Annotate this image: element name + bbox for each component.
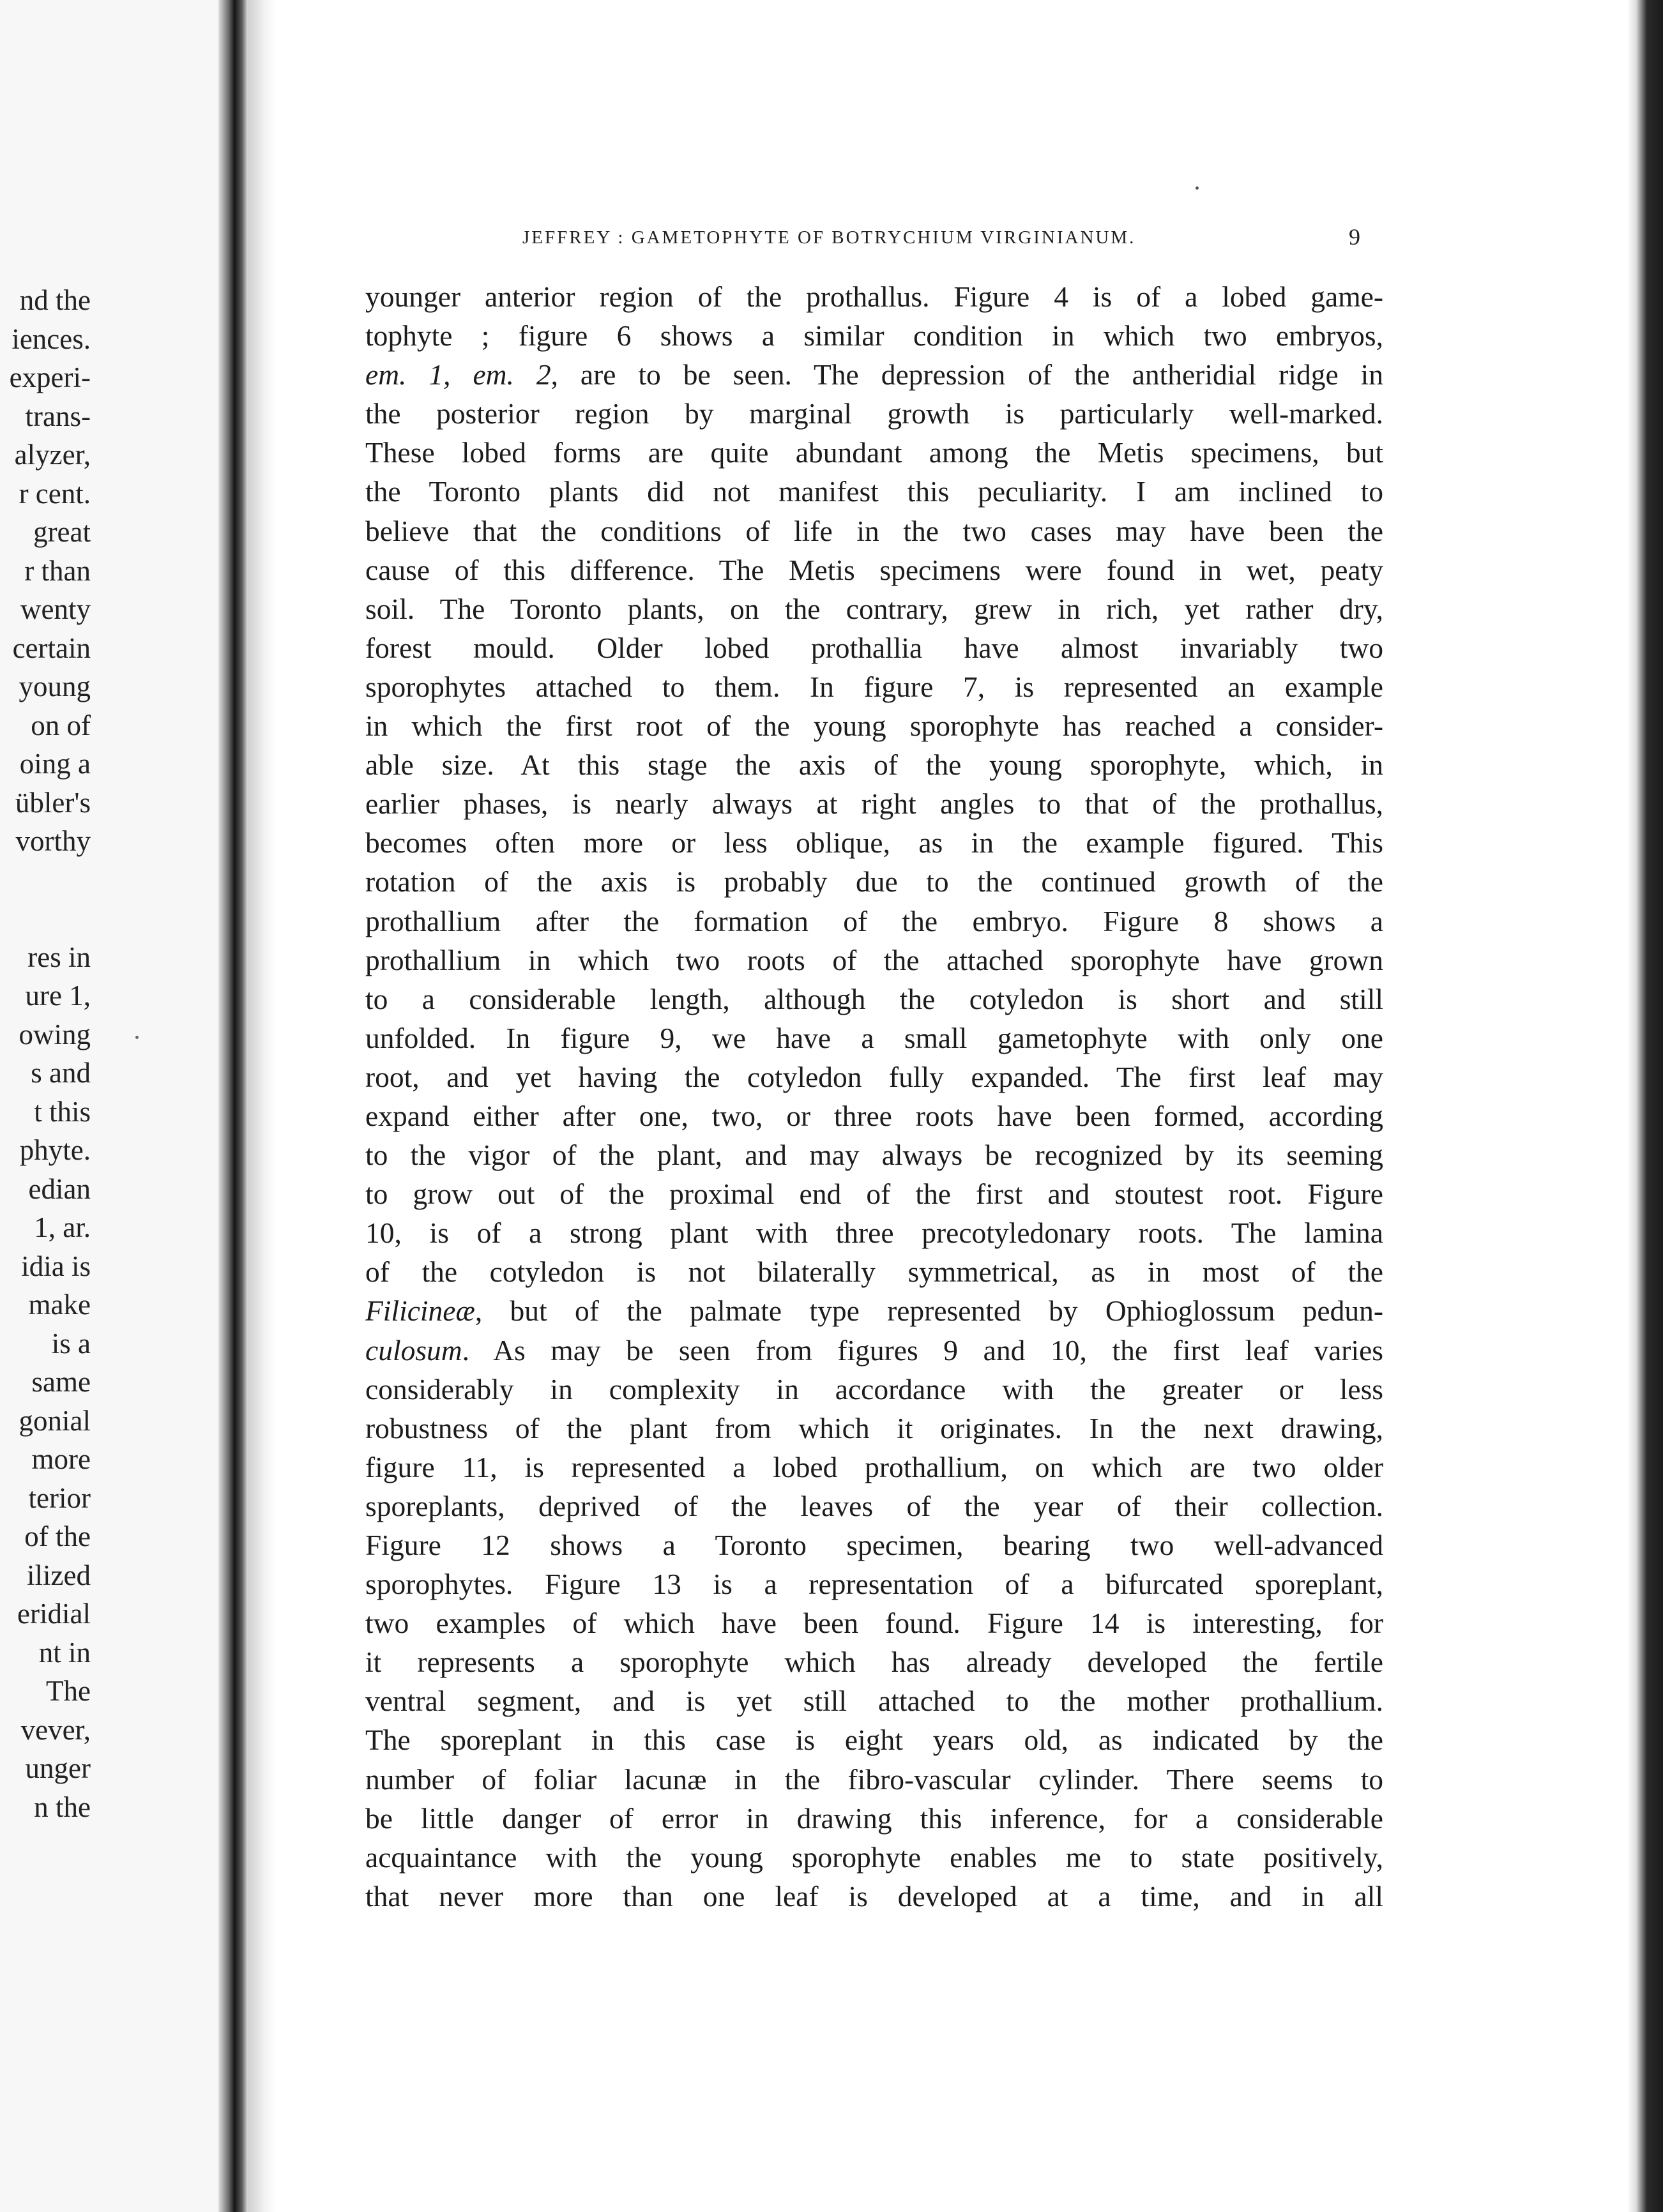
text-line: to the vigor of the plant, and may always be recognized by its seeming (365, 1139, 1383, 1172)
text-line: earlier phases, is nearly always at right angles to that of the prothallus, (365, 787, 1383, 821)
left-text-line: terior (28, 1481, 91, 1514)
left-text-line: ilized (27, 1559, 91, 1591)
text-line: expand either after one, two, or three roots have been formed, according (365, 1099, 1383, 1132)
left-text-line: trans- (25, 400, 91, 432)
text-line: sporophytes attached to them. In figure 7, is represented an example (365, 670, 1383, 703)
left-text-line: vorthy (15, 825, 91, 857)
text-line: figure 11, is represented a lobed prothallium, on which are two older (365, 1450, 1383, 1483)
left-text-line: res in (27, 941, 91, 973)
gutter-shadow (248, 0, 276, 2212)
left-text-line: wenty (20, 593, 91, 625)
left-text-line: eridial (17, 1598, 91, 1630)
text-line: sporophytes. Figure 13 is a representation of a bifurcated sporeplant, (365, 1568, 1383, 1601)
left-text-line: same (31, 1366, 91, 1398)
left-text-line: is a (51, 1327, 91, 1360)
left-text-line: s and (31, 1057, 91, 1089)
text-line: 10, is of a strong plant with three precotyledonary roots. The lamina (365, 1216, 1383, 1250)
left-text-line: r cent. (19, 477, 91, 510)
running-head: JEFFREY : GAMETOPHYTE OF BOTRYCHIUM VIRGINIANUM. (522, 227, 1136, 248)
page-number: 9 (1349, 224, 1360, 250)
text-line: soil. The Toronto plants, on the contrary, grew in rich, yet rather dry, (365, 592, 1383, 625)
text-line: sporeplants, deprived of the leaves of the year of their collection. (365, 1489, 1383, 1522)
text-line: becomes often more or less oblique, as in the example figured. This (365, 826, 1383, 860)
text-line: robustness of the plant from which it originates. In the next drawing, (365, 1411, 1383, 1444)
text-line: of the cotyledon is not bilaterally symmetrical, as in most of the (365, 1255, 1383, 1289)
left-text-line: iences. (11, 322, 91, 355)
text-line: The sporeplant in this case is eight years old, as indicated by the (365, 1723, 1383, 1757)
text-line: the Toronto plants did not manifest this peculiarity. I am inclined to (365, 475, 1383, 508)
page-edge (1627, 0, 1663, 2212)
left-text-line: on of (31, 709, 91, 741)
speck (135, 1036, 139, 1039)
left-text-line: of the (24, 1520, 91, 1552)
text-line: prothallium after the formation of the embryo. Figure 8 shows a (365, 904, 1383, 937)
left-text-line: n the (34, 1791, 91, 1823)
text-line: prothallium in which two roots of the attached sporophyte have grown (365, 943, 1383, 976)
text-line: number of foliar lacunæ in the fibro-vascular cylinder. There seems to (365, 1762, 1383, 1796)
text-line: in which the first root of the young sporophyte has reached a consider- (365, 709, 1383, 743)
left-text-line: The (46, 1675, 91, 1707)
text-line: rotation of the axis is probably due to the continued growth of the (365, 865, 1383, 898)
text-line: These lobed forms are quite abundant among the Metis specimens, but (365, 436, 1383, 469)
text-line: root, and yet having the cotyledon fully expanded. The first leaf may (365, 1060, 1383, 1093)
text-line: the posterior region by marginal growth is particularly well-marked. (365, 397, 1383, 430)
left-page-text (0, 281, 91, 1826)
left-text-line: unger (25, 1752, 91, 1784)
text-line: forest mould. Older lobed prothallia have almost invariably two (365, 631, 1383, 664)
left-text-line: make (28, 1289, 91, 1321)
text-line: that never more than one leaf is developed at a time, and in all (365, 1879, 1383, 1913)
text-line: acquaintance with the young sporophyte enables me to state positively, (365, 1840, 1383, 1874)
text-line: Filicineæ, but of the palmate type represented by Ophioglossum pedun- (365, 1294, 1383, 1328)
left-text-line: idia is (21, 1250, 91, 1282)
left-text-line: r than (24, 554, 91, 587)
left-text-line: nt in (38, 1636, 91, 1669)
body-text (365, 277, 1383, 1916)
left-text-line: great (33, 516, 91, 548)
left-text-line: alyzer, (14, 439, 91, 471)
left-text-line: übler's (15, 786, 91, 819)
left-text-line: phyte. (19, 1134, 91, 1166)
text-line: tophyte ; figure 6 shows a similar condition in which two embryos, (365, 319, 1383, 352)
text-line: Figure 12 shows a Toronto specimen, bearing two well-advanced (365, 1529, 1383, 1561)
text-line: unfolded. In figure 9, we have a small gametophyte with only one (365, 1021, 1383, 1054)
text-line: to a considerable length, although the cotyledon is short and still (365, 982, 1383, 1015)
left-text-line: young (19, 670, 91, 702)
left-text-line: gonial (19, 1404, 91, 1437)
text-line: able size. At this stage the axis of the young sporophyte, which, in (365, 748, 1383, 782)
left-text-line: more (31, 1443, 91, 1475)
left-text-line: 1, ar. (34, 1211, 91, 1243)
left-page-fragment (0, 0, 224, 2212)
left-text-line: experi- (9, 361, 91, 393)
left-blank-line (0, 899, 91, 938)
left-text-line: t this (34, 1095, 91, 1128)
text-line: it represents a sporophyte which has already developed the fertile (365, 1646, 1383, 1679)
text-line: cause of this difference. The Metis specimens were found in wet, peaty (365, 553, 1383, 586)
text-line: ventral segment, and is yet still attached to the mother prothallium. (365, 1685, 1383, 1718)
left-text-line: edian (28, 1172, 91, 1205)
speck (1196, 186, 1199, 190)
text-line: to grow out of the proximal end of the first and stoutest root. Figure (365, 1178, 1383, 1211)
text-line: considerably in complexity in accordance with the greater or less (365, 1372, 1383, 1405)
text-line: em. 1, em. 2, are to be seen. The depression of the antheridial ridge in (365, 358, 1383, 391)
left-text-line: vever, (20, 1713, 91, 1746)
left-text-line: ure 1, (25, 980, 91, 1011)
left-text-line: oing a (19, 748, 91, 780)
left-blank-line (0, 861, 91, 900)
text-line: two examples of which have been found. Figure 14 is interesting, for (365, 1607, 1383, 1640)
book-gutter (218, 0, 248, 2212)
left-text-line: owing (19, 1018, 91, 1050)
text-line: culosum. As may be seen from figures 9 and 10, the first leaf varies (365, 1333, 1383, 1367)
text-line: believe that the conditions of life in the two cases may have been the (365, 514, 1383, 547)
left-text-line: certain (12, 632, 91, 664)
text-line: be little danger of error in drawing this inference, for a considerable (365, 1801, 1383, 1835)
left-text-line: nd the (19, 284, 91, 316)
text-line: younger anterior region of the prothallus. Figure 4 is of a lobed game- (365, 280, 1383, 313)
